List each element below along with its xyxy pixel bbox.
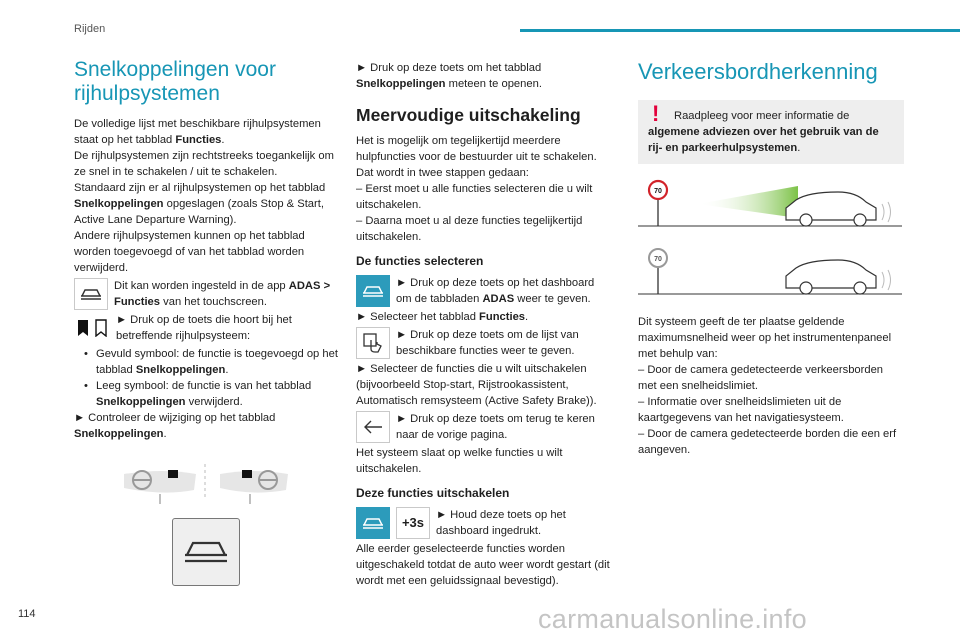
header-accent-bar (520, 29, 960, 32)
column-sign-recognition (638, 58, 904, 458)
column-shortcuts (74, 58, 344, 586)
car-front-icon (356, 275, 390, 307)
column-multi-disable (356, 60, 612, 589)
adas-note: Dit kan worden ingesteld in de app ADAS > Functies van het touchscreen. (74, 278, 344, 310)
sign-p3: – Informatie over snelheidslimieten uit de kaartgegevens van het navigatiesysteem. (638, 396, 844, 424)
multi-p4: – Daarna moet u al deze functies tegelijkertijd uitschakelen. (356, 215, 583, 243)
watermark: carmanualsonline.info (538, 604, 807, 634)
sign-p1: Dit systeem geeft de ter plaatse geldende maximumsnelheid weer op het instrumentenpaneel met behulp van: (638, 316, 892, 360)
speed-sign-70: 70 (654, 188, 662, 195)
section-header: Rijden (74, 23, 106, 35)
multi-p3: – Eerst moet u alle functies selecteren die u wilt uitschakelen. (356, 183, 593, 211)
warning-exclamation-icon: ! (652, 101, 660, 126)
bookmark-note: ► Druk op de toets die hoort bij het betreffende rijhulpsysteem: (74, 312, 344, 344)
disable-step-2: Alle eerder geselecteerde functies worden uitgeschakeld totdat de auto weer wordt gestart (dit wordt met een geluidssignaal bevestigd). (356, 543, 610, 587)
hold-3s-icon: +3s (396, 507, 430, 539)
multi-p1: Het is mogelijk om tegelijkertijd meerdere hulpfuncties voor de bestuurder uit te schakelen. (356, 135, 597, 163)
multi-p2: Dat wordt in twee stappen gedaan: (356, 167, 529, 179)
steering-wheel-right-icon (220, 470, 288, 504)
title-shortcuts: Snelkoppelingen voor rijhulpsystemen (74, 58, 276, 105)
intro-p2: De rijhulpsystemen zijn rechtstreeks toegankelijk om ze snel in te schakelen / uit te schakelen. (74, 150, 334, 178)
back-arrow-icon (356, 411, 390, 443)
warning-box: ! Raadpleeg voor meer informatie de algemene adviezen over het gebruik van de rij- en parkeerhulpsystemen. (638, 100, 904, 164)
intro-p1: De volledige lijst met beschikbare rijhulpsystemen staat op het tabblad Functies. (74, 118, 321, 146)
bullet-filled: • Gevuld symbool: de functie is toegevoegd op het tabblad Snelkoppelingen. (84, 346, 344, 378)
steering-wheel-left-icon (124, 470, 196, 504)
intro-p4: Andere rijhulpsystemen kunnen op het tabblad worden toegevoegd of van het tabblad worden verwijderd. (74, 230, 305, 274)
sign-navigation-illustration (638, 246, 904, 306)
sign-camera-illustration (638, 178, 904, 238)
intro-p3: Standaard zijn er al rijhulpsystemen op het tabblad Snelkoppelingen opgeslagen (zoals Stop & Start, Active Lane Departure Warning). (74, 182, 326, 226)
car-front-icon (74, 278, 108, 310)
select-step-3: ► Druk op deze toets om de lijst van beschikbare functies weer te geven. (356, 327, 612, 359)
title-multi-disable: Meervoudige uitschakeling (356, 105, 581, 125)
title-sign-recognition: Verkeersbordherkenning (638, 59, 878, 84)
bullet-empty: • Leeg symbool: de functie is van het tabblad Snelkoppelingen verwijderd. (84, 378, 344, 410)
sign-p2: – Door de camera gedetecteerde verkeersborden met een snelheidslimiet. (638, 364, 884, 392)
car-front-icon (356, 507, 390, 539)
adas-shortcut-button-icon (172, 518, 240, 586)
check-step: ► Controleer de wijziging op het tabblad Snelkoppelingen. (74, 412, 276, 440)
bookmark-bullets (84, 346, 344, 410)
select-step-2: ► Selecteer het tabblad Functies. (356, 311, 529, 323)
select-step-6: Het systeem slaat op welke functies u wilt uitschakelen. (356, 447, 563, 475)
press-shortcut-tab: ► Druk op deze toets om het tabblad Snelkoppelingen meteen te openen. (356, 62, 542, 90)
select-step-4: ► Selecteer de functies die u wilt uitschakelen (bijvoorbeeld Stop-start, Rijstrookassistent, Automatisch remsysteem (Active Safety Brake)). (356, 363, 597, 407)
page-number: 114 (18, 608, 36, 620)
touch-list-icon (356, 327, 390, 359)
speed-sign-70-nav: 70 (654, 256, 662, 263)
bookmark-filled-empty-icon (74, 312, 112, 344)
disable-step-1: +3s ► Houd deze toets op het dashboard ingedrukt. (356, 507, 612, 539)
sign-p4: – Door de camera gedetecteerde borden die een erf aangeven. (638, 428, 897, 456)
subtitle-select: De functies selecteren (356, 254, 484, 268)
subtitle-disable: Deze functies uitschakelen (356, 486, 510, 500)
steering-wheel-illustration (74, 460, 344, 510)
select-step-5: ► Druk op deze toets om terug te keren naar de vorige pagina. (356, 411, 612, 443)
select-step-1: ► Druk op deze toets op het dashboard om de tabbladen ADAS weer te geven. (356, 275, 612, 307)
